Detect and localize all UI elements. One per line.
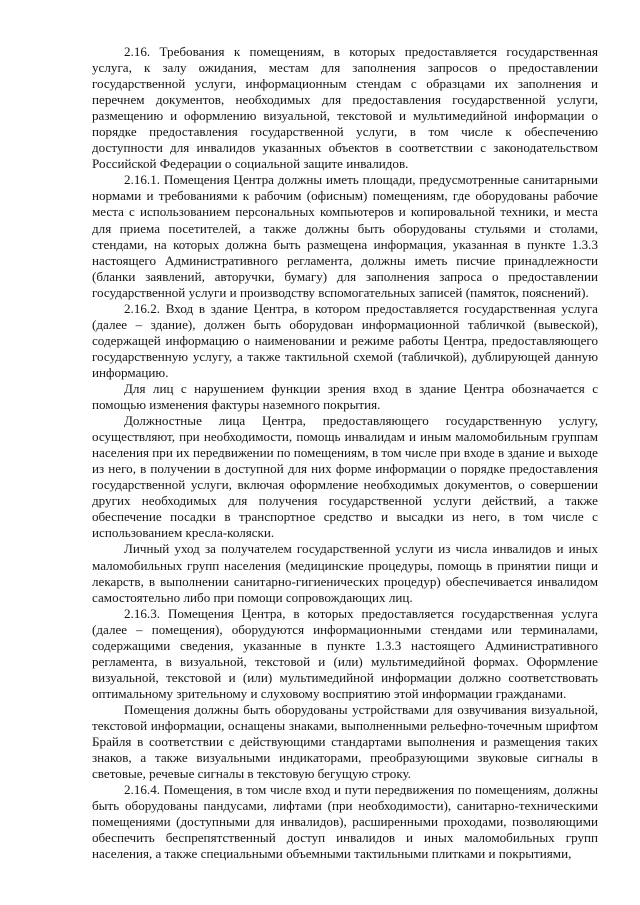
paragraph-2-16-4: 2.16.4. Помещения, в том числе вход и пути передвижения по помещениям, должны быть оборудованы пандусами, лифтами (при необходимости), санитарно-техническими помещениями (доступными для инвалидов), расширенными проходами, позволяющими обеспечить беспрепятственный доступ инвалидов и иных маломобильных групп населения, а также специальными объемными тактильными плитками и покрытиями, [92, 782, 598, 862]
paragraph-2-16-1: 2.16.1. Помещения Центра должны иметь площади, предусмотренные санитарными нормами и требованиями к рабочим (офисным) помещениям, где оборудованы рабочие места с использованием персональных компьютеров и копировальной техники, и места для приема посетителей, а также должны быть оборудованы стульями и столами, стендами, на которых должна быть размещена информация, указанная в пункте 1.3.3 настоящего Административного регламента, должны иметь писчие принадлежности (бланки заявлений, авторучки, бумагу) для заполнения запроса о предоставлении государственной услуги и производству вспомогательных записей (памяток, пояснений). [92, 172, 598, 300]
paragraph-2-16-2: 2.16.2. Вход в здание Центра, в котором предоставляется государственная услуга (далее – здание), должен быть оборудован информационной табличкой (вывеской), содержащей информацию о наименовании и режиме работы Центра, предоставляющего государственную услугу, а также тактильной схемой (табличкой), дублирующей данную информацию. [92, 300, 598, 380]
paragraph-vision-impaired-entrance: Для лиц с нарушением функции зрения вход в здание Центра обозначается с помощью изменения фактуры наземного покрытия. [92, 380, 598, 413]
document-page [92, 44, 598, 862]
paragraph-2-16-3: 2.16.3. Помещения Центра, в которых предоставляется государственная услуга (далее – помещения), оборудуются информационными стендами или терминалами, содержащими сведения, указанные в пункте 1.3.3 настоящего Административного регламента, в визуальной, текстовой и (или) мультимедийной формах. Оформление визуальной, текстовой и (или) мультимедийной информации должно соответствовать оптимальному зрительному и слуховому восприятию этой информации гражданами. [92, 605, 598, 701]
paragraph-equipment-braille: Помещения должны быть оборудованы устройствами для озвучивания визуальной, текстовой информации, оснащены знаками, выполненными рельефно-точечным шрифтом Брайля в соответствии с действующими стандартами выполнения и размещения таких знаков, а также визуальными индикаторами, преобразующими звуковые сигналы в световые, речевые сигналы в текстовую бегущую строку. [92, 701, 598, 782]
paragraph-officials-assistance: Должностные лица Центра, предоставляющего государственную услугу, осуществляют, при необходимости, помощь инвалидам и иным маломобильным группам населения при их передвижении по помещениям, в том числе при входе в здание и выходе из него, в получении в доступной для них форме информации о порядке предоставления государственной услуги, включая оформление необходимых документов, о совершении других необходимых для получения государственной услуги действий, а также обеспечение посадки в транспортное средство и высадки из него, в том числе с использованием кресла-коляски. [92, 413, 598, 541]
paragraph-personal-care: Личный уход за получателем государственной услуги из числа инвалидов и иных маломобильных групп населения (медицинские процедуры, помощь в принятии пищи и лекарств, в выполнении санитарно-гигиенических процедур) обеспечивается инвалидом самостоятельно либо при помощи сопровождающих лиц. [92, 541, 598, 605]
paragraph-2-16: 2.16. Требования к помещениям, в которых предоставляется государственная услуга, к залу ожидания, местам для заполнения запросов о предоставлении государственной услуги, информационным стендам с образцами их заполнения и перечнем документов, необходимых для предоставления государственной услуги, размещению и оформлению визуальной, текстовой и мультимедийной информации о порядке предоставления государственной услуги, в том числе к обеспечению доступности для инвалидов указанных объектов в соответствии с законодательством Российской Федерации о социальной защите инвалидов. [92, 44, 598, 172]
